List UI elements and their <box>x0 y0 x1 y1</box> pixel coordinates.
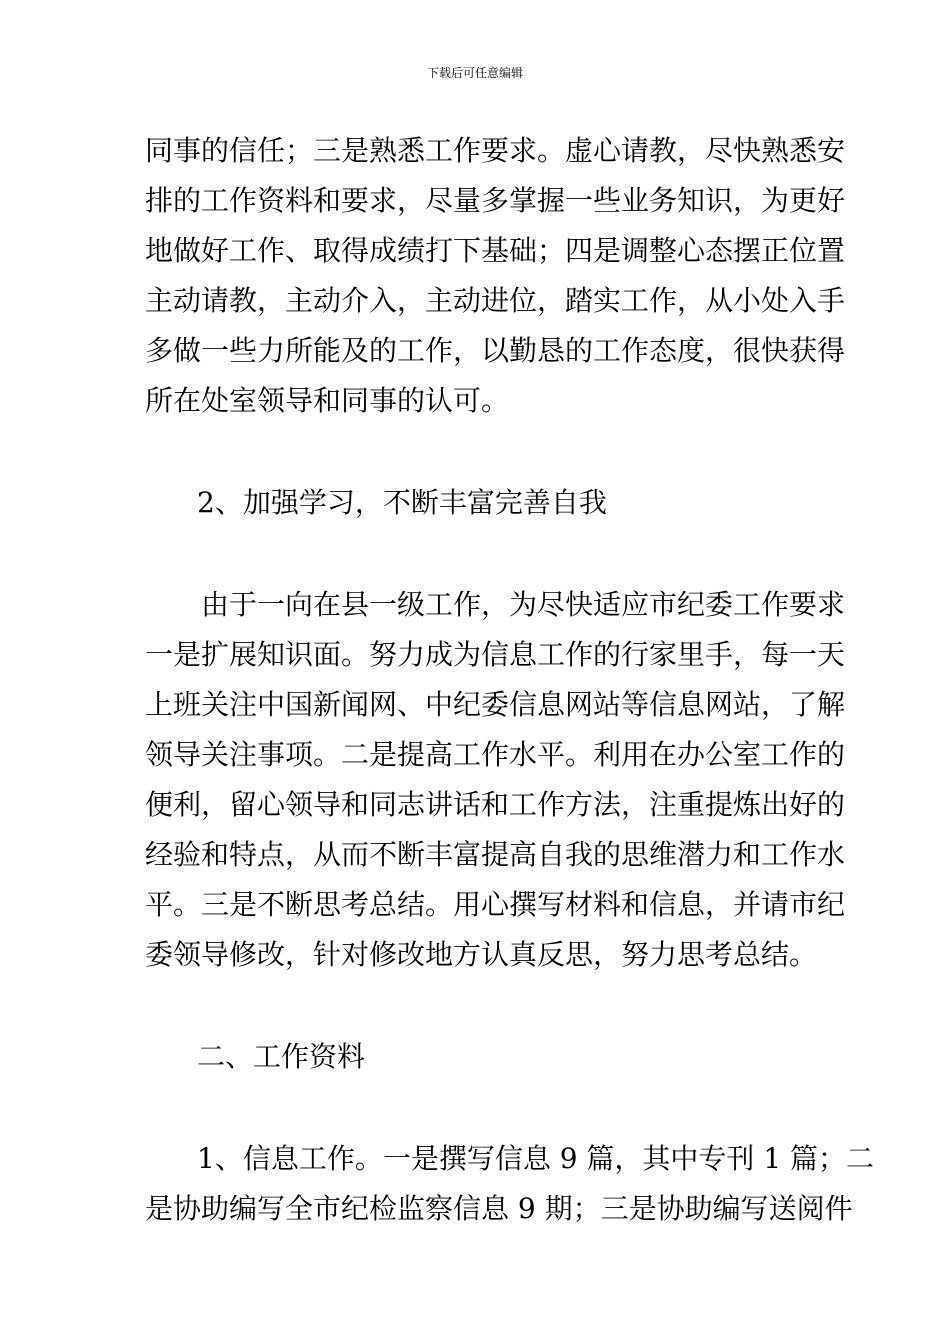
text-line: 多做一些力所能及的工作，以勤恳的工作态度，很快获得 <box>145 334 846 367</box>
text-line: 是协助编写全市纪检监察信息 9 期；三是协助编写送阅件 <box>145 1192 853 1225</box>
section-heading-study: 2、加强学习，不断丰富完善自我 <box>197 486 607 519</box>
section-heading-work: 二、工作资料 <box>197 1040 366 1073</box>
text-line: 排的工作资料和要求，尽量多掌握一些业务知识，为更好 <box>145 184 846 217</box>
text-line: 地做好工作、取得成绩打下基础；四是调整心态摆正位置 <box>145 234 846 267</box>
text-line: 同事的信任；三是熟悉工作要求。虚心请教，尽快熟悉安 <box>145 134 846 167</box>
text-line: 一是扩展知识面。努力成为信息工作的行家里手，每一天 <box>145 638 846 671</box>
document-body <box>145 126 875 1234</box>
text-line: 1、信息工作。一是撰写信息 9 篇，其中专刊 1 篇；二 <box>197 1142 875 1175</box>
text-line: 便利，留心领导和同志讲话和工作方法，注重提炼出好的 <box>145 788 846 821</box>
text-line: 所在处室领导和同事的认可。 <box>145 384 510 417</box>
paragraph-study <box>145 580 846 980</box>
text-line: 领导关注事项。二是提高工作水平。利用在办公室工作的 <box>145 738 846 771</box>
page-header: 下载后可任意编辑 <box>426 66 523 80</box>
text-line: 上班关注中国新闻网、中纪委信息网站等信息网站，了解 <box>145 688 846 721</box>
text-line: 平。三是不断思考总结。用心撰写材料和信息，并请市纪 <box>145 888 846 921</box>
paragraph-trust <box>145 126 846 426</box>
text-line: 经验和特点，从而不断丰富提高自我的思维潜力和工作水 <box>145 838 846 871</box>
paragraph-info-work <box>145 1134 875 1234</box>
text-line: 主动请教，主动介入，主动进位，踏实工作，从小处入手 <box>145 284 846 317</box>
text-line: 由于一向在县一级工作，为尽快适应市纪委工作要求 <box>201 588 846 621</box>
text-line: 委领导修改，针对修改地方认真反思，努力思考总结。 <box>145 938 818 971</box>
